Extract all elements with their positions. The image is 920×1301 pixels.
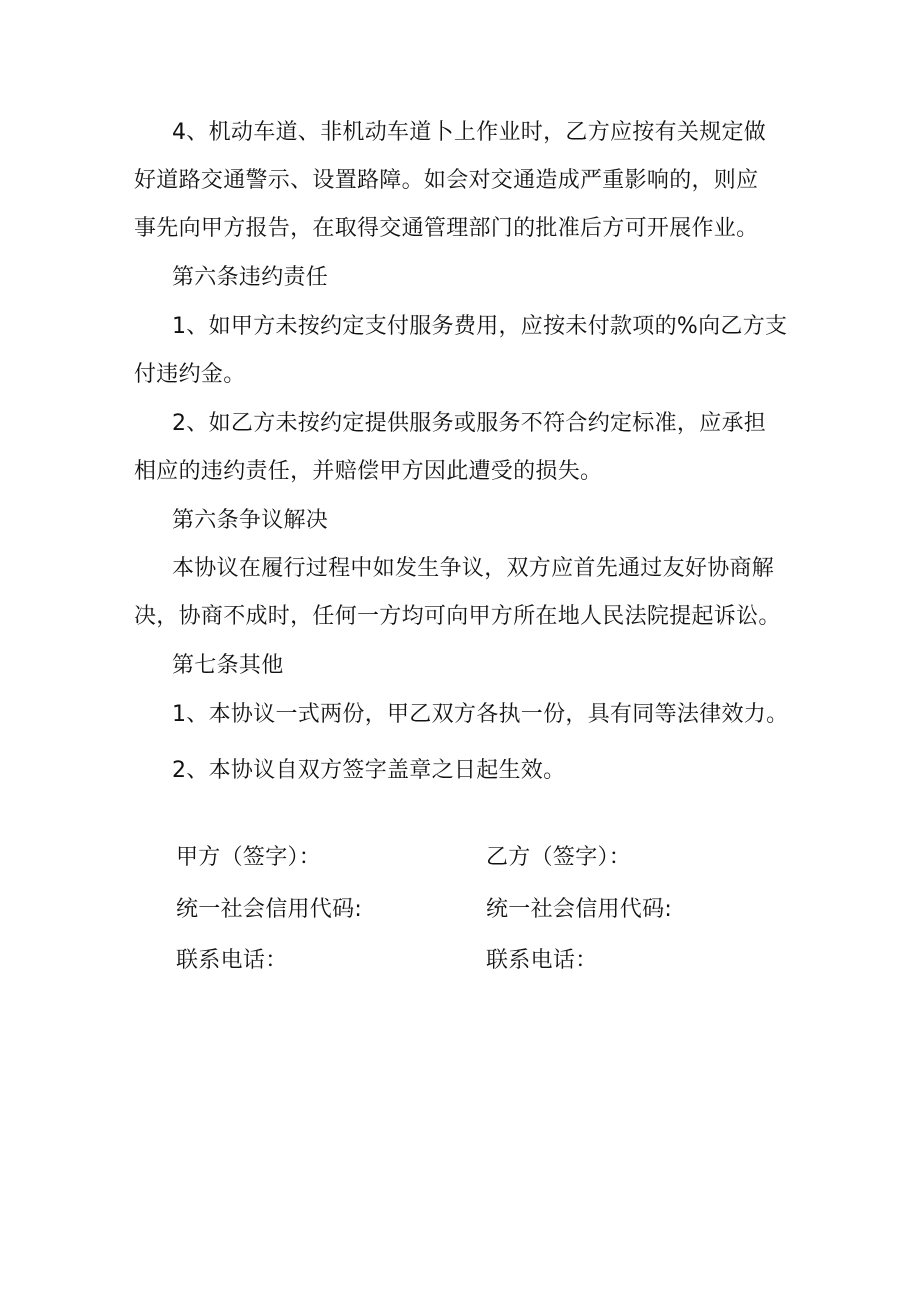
dispute-clause-line-1: 本协议在履行过程中如发生争议，双方应首先通过友好协商解 — [172, 556, 775, 581]
party-b-signature-label: 乙方（签字）： — [486, 845, 632, 870]
party-a-signature-label: 甲方（签字）： — [176, 845, 322, 870]
party-a-credit-code-label: 统一社会信用代码: — [176, 897, 363, 922]
dispute-clause-line-2: 决，协商不成时，任何一方均可向甲方所在地人民法院提起诉讼。 — [134, 604, 781, 629]
clause-5-4-line-1: 4、机动车道、非机动车道卜上作业时，乙方应按有关规定做 — [172, 120, 767, 145]
party-b-phone-label: 联系电话： — [486, 948, 598, 973]
clause-5-4-line-2: 好道路交通警示、设置路障。如会对交通造成严重影响的，则应 — [134, 168, 759, 193]
heading-dispute-resolution: 第六条争议解决 — [172, 508, 329, 533]
other-clause-1: 1、本协议一式两份，甲乙双方各执一份，具有同等法律效力。 — [172, 702, 789, 727]
other-clause-2: 2、本协议自双方签字盖章之日起生效。 — [172, 758, 566, 783]
breach-clause-2-line-1: 2、如乙方未按约定提供服务或服务不符合约定标准，应承担 — [172, 411, 767, 436]
party-a-phone-label: 联系电话： — [176, 948, 288, 973]
breach-clause-2-line-2: 相应的违约责任，并赔偿甲方因此遭受的损失。 — [134, 459, 603, 484]
clause-5-4-line-3: 事先向甲方报告，在取得交通管理部门的批准后方可开展作业。 — [134, 216, 759, 241]
heading-breach-liability: 第六条违约责任 — [172, 265, 329, 290]
breach-clause-1-line-2: 付违约金。 — [134, 362, 246, 387]
party-b-credit-code-label: 统一社会信用代码: — [486, 897, 673, 922]
breach-clause-1-line-1: 1、如甲方未按约定支付服务费用，应按未付款项的%向乙方支 — [172, 314, 788, 339]
heading-other: 第七条其他 — [172, 653, 284, 678]
